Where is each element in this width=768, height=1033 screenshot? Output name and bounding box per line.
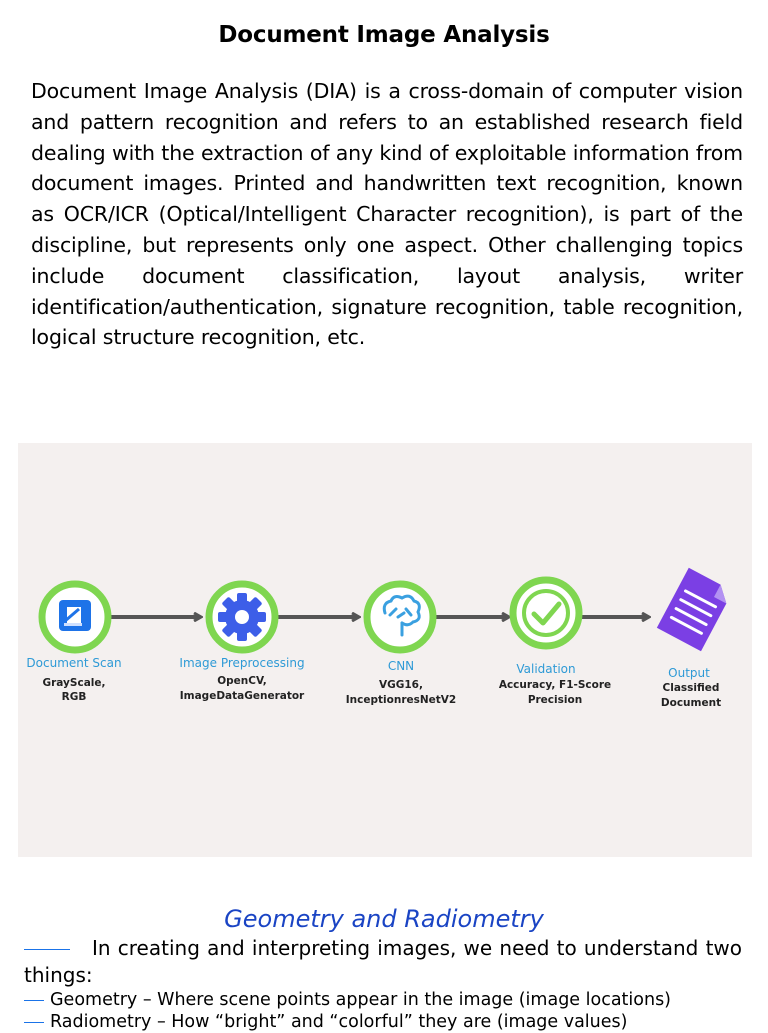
gear-icon [218,593,266,641]
stage-label: Image Preprocessing [179,656,305,670]
stage-label: Document Scan [26,656,122,670]
stage-detail: Accuracy, F1-Score [498,679,612,691]
page-title: Document Image Analysis [218,22,550,48]
intro-paragraph: Document Image Analysis (DIA) is a cross-domain of computer vision and pattern recognition and refers to an established research field dealing with the extraction of any kind of exploitable information from document images. Printed and handwritten text recognition, known as OCR/ICR (Optical/Intelligent Character recognition), is part of the discipline, but represents only one aspect. Other challenging topics include document classification, layout analysis, writer identification/authentication, signature recognition, table recognition, logical structure recognition, etc. [31,79,743,350]
stage-detail: Precision [527,694,583,706]
scanner-icon [59,600,91,631]
bullet-text: Radiometry – How “bright” and “colorful” they are (image values) [50,1012,628,1032]
pipeline-figure [18,443,752,857]
bullet-item [24,1012,742,1033]
bullet-rule [24,1000,44,1001]
lead-rule [24,949,70,950]
stage-detail: OpenCV, [217,675,267,687]
stage-detail: RGB [61,691,87,703]
stage-detail: GrayScale, [42,677,106,689]
stage-label: Output [668,666,710,680]
stage-label: Validation [516,662,576,676]
pipeline-diagram [18,443,752,857]
stage-detail: VGG16, [379,679,423,691]
bullet-rule [24,1022,44,1023]
section-paragraph-text: In creating and interpreting images, we need to understand two things: [24,936,742,987]
stage-label: CNN [387,659,415,673]
stage-detail: Classified [662,682,720,694]
stage-cnn [346,584,456,706]
stage-detail: Document [660,697,722,709]
stage-document-scan [26,584,121,703]
section-paragraph [24,935,742,989]
document-icon [657,568,733,652]
stage-detail: InceptionresNetV2 [345,694,457,706]
stage-output [657,568,733,709]
stage-image-preprocessing [179,584,305,702]
bullet-text: Geometry – Where scene points appear in the image (image locations) [50,990,672,1010]
stage-validation [499,580,611,706]
section-heading: Geometry and Radiometry [224,905,544,933]
bullet-item [24,990,742,1011]
stage-detail: ImageDataGenerator [179,690,305,702]
